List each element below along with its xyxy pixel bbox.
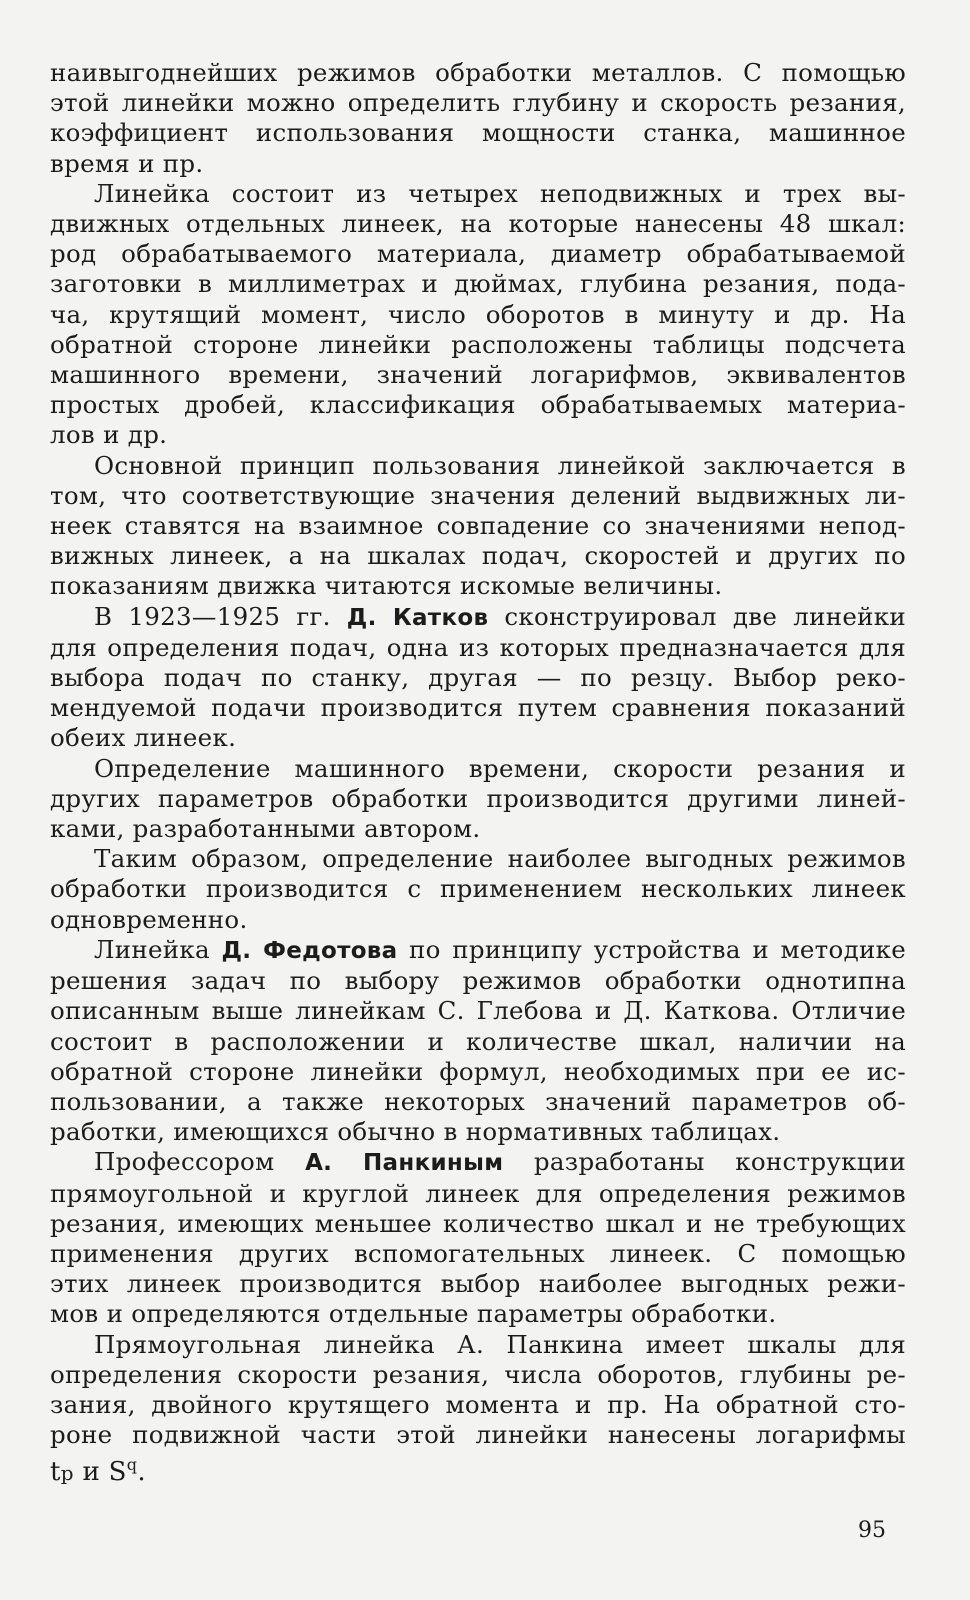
text-line: время и пр. [50,148,204,178]
text-line: Таким образом, определение наиболее выгодных режимов [94,844,906,874]
text-fragment: В 1923—1925 гг. [94,601,347,631]
author-name-fedotov: Д. Федотова [221,937,398,964]
text-line: том, что соответствующие значения делений выдвижных ли- [50,480,906,510]
text-line: состоит в расположении и количестве шкал, наличии на [50,1026,906,1056]
text-line [50,1147,906,1178]
author-name-pankin: А. Панкиным [305,1150,504,1177]
text-line: этой линейки можно определить глубину и скорость резания, [50,88,906,118]
formula-line [50,1450,906,1488]
document-page [50,58,906,1489]
formula-period: . [137,1457,146,1488]
text-line: пользовании, а также некоторых значений параметров об- [50,1086,906,1116]
text-line: обработки производится с применением нескольких линеек [50,874,906,904]
paragraph-4 [50,602,906,754]
text-line: роне подвижной части этой линейки нанесены логарифмы [50,1420,906,1450]
text-line: Основной принцип пользования линейкой заключается в [94,450,906,480]
paragraph-1 [50,58,906,179]
text-line: для определения подач, одна из которых предназначается для [50,632,906,662]
text-line: Линейка состоит из четырех неподвижных и трех вы- [94,178,906,208]
text-line: обратной стороне линейки расположены таблицы подсчета [50,329,906,359]
paragraph-8 [50,1147,906,1329]
text-line: решения задач по выбору режимов обработки однотипна [50,966,906,996]
text-line: определения скорости резания, числа оборотов, глубины ре- [50,1359,906,1389]
page-number: 95 [858,1518,886,1543]
paragraph-9 [50,1330,906,1451]
text-line: Определение машинного времени, скорости резания и [94,753,906,783]
text-line: работки, имеющихся обычно в нормативных таблицах. [50,1117,781,1147]
paragraph-2 [50,179,906,451]
paragraph-5 [50,754,906,845]
paragraph-3 [50,451,906,602]
text-line: наивыгоднейших режимов обработки металлов. С помощью [50,58,906,87]
text-fragment: Профессором [94,1147,306,1177]
text-line: мов и определяются отдельные параметры обработки. [50,1299,777,1329]
formula-conjunction: и [82,1457,101,1488]
text-line: применения других вспомогательных линеек. С помощью [50,1238,906,1268]
text-line: заготовки в миллиметрах и дюймах, глубина резания, пода- [50,269,906,299]
text-line: резания, имеющих меньшее количество шкал и не требующих [50,1208,906,1238]
text-line: показаниям движка читаются искомые величины. [50,571,723,601]
text-line: описанным выше линейкам С. Глебова и Д. Каткова. Отличие [50,996,906,1026]
text-line: этих линеек производится выбор наиболее выгодных режи- [50,1269,906,1299]
text-fragment: по принципу устройства и методике [397,934,907,964]
text-fragment: сконструировал две линейки [488,601,906,631]
text-line: прямоугольной и круглой линеек для определения режимов [50,1178,906,1208]
text-line: Прямоугольная линейка А. Панкина имеет шкалы для [94,1329,906,1359]
text-line: обратной стороне линейки формул, необходимых при ее ис- [50,1056,906,1086]
text-line: движных отдельных линеек, на которые нанесены 48 шкал: [50,209,906,239]
text-line: род обрабатываемого материала, диаметр обрабатываемой [50,239,906,269]
text-line: неек ставятся на взаимное совпадение со значениями непод- [50,511,906,541]
text-line: выбора подач по станку, другая — по резцу. Выбор реко- [50,663,906,693]
formula-p-subscript: p [60,1461,74,1486]
text-line: зания, двойного крутящего момента и пр. На обратной сто- [50,1389,906,1419]
formula-q-superscript: q [126,1455,138,1475]
formula-s: S [108,1457,127,1488]
text-line: коэффициент использования мощности станка, машинное [50,118,906,148]
author-name-katkov: Д. Катков [346,604,489,631]
text-line: лов и др. [50,420,168,450]
text-fragment: разработаны конструкции [503,1147,907,1177]
text-line: машинного времени, значений логарифмов, эквивалентов [50,360,906,390]
text-line [50,935,906,966]
text-line [50,602,906,633]
paragraph-6 [50,844,906,935]
text-line: простых дробей, классификация обрабатываемых материа- [50,390,906,420]
text-line: других параметров обработки производится другими линей- [50,783,906,813]
formula-t: t [50,1457,61,1488]
text-line: обеих линеек. [50,723,237,753]
text-line: одновременно. [50,904,248,934]
text-line: ками, разработанными автором. [50,814,481,844]
text-line: ча, крутящий момент, число оборотов в минуту и др. На [50,299,906,329]
text-fragment: Линейка [94,934,222,964]
paragraph-7 [50,935,906,1147]
text-line: вижных линеек, а на шкалах подач, скоростей и других по [50,541,906,571]
text-line: мендуемой подачи производится путем сравнения показаний [50,693,906,723]
